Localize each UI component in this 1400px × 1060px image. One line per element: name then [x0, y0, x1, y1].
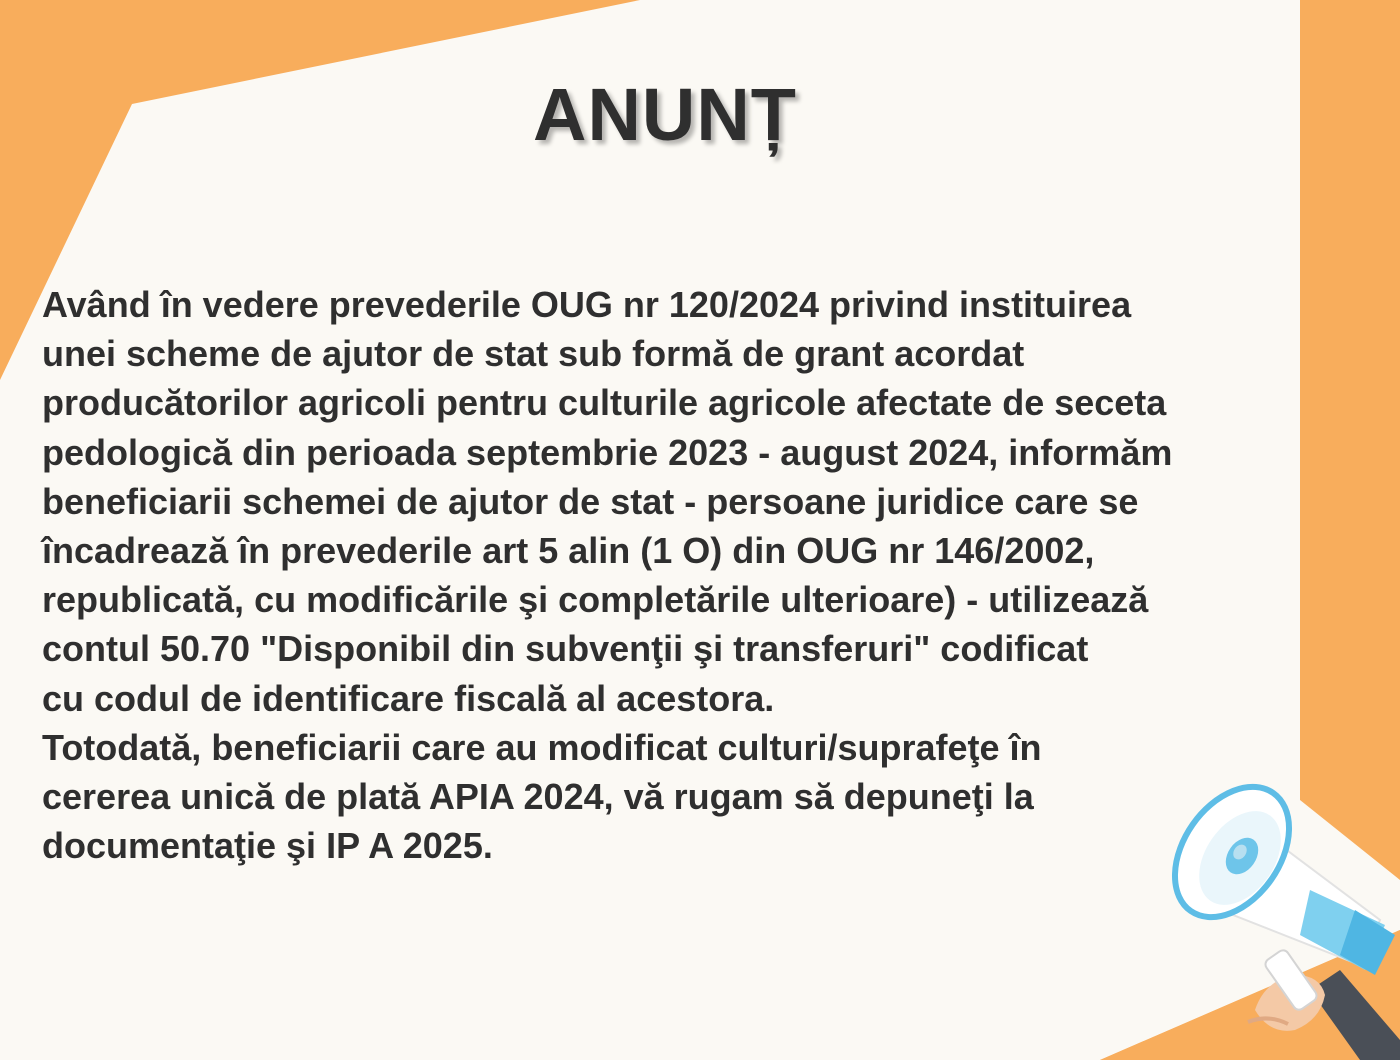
announcement-body — [42, 280, 1322, 870]
body-line: republicată, cu modificările şi completările ulterioare) - utilizează — [42, 579, 1149, 621]
body-line: producătorilor agricoli pentru culturile agricole afectate de seceta — [42, 382, 1167, 424]
body-line: beneficiarii schemei de ajutor de stat - persoane juridice care se — [42, 480, 1139, 522]
body-line: unei scheme de ajutor de stat sub formă de grant acordat — [42, 333, 1025, 375]
body-line: cererea unică de plată APIA 2024, vă rugam să depuneţi la — [42, 776, 1034, 818]
body-line: încadrează în prevederile art 5 alin (1 O) din OUG nr 146/2002, — [42, 530, 1095, 572]
body-line: Având în vedere prevederile OUG nr 120/2024 privind instituirea — [42, 284, 1132, 325]
body-line: Totodată, beneficiarii care au modificat culturi/suprafeţe în — [42, 726, 1042, 768]
body-line: cu codul de identificare fiscală al acestora. — [42, 677, 775, 719]
page-title: ANUNȚ — [533, 73, 797, 156]
megaphone-icon — [1160, 760, 1400, 1060]
body-line: pedologică din perioada septembrie 2023 - august 2024, informăm — [42, 431, 1173, 473]
body-line: documentaţie şi IP A 2025. — [42, 825, 493, 867]
body-line: contul 50.70 "Disponibil din subvenţii şi transferuri" codificat — [42, 628, 1089, 670]
